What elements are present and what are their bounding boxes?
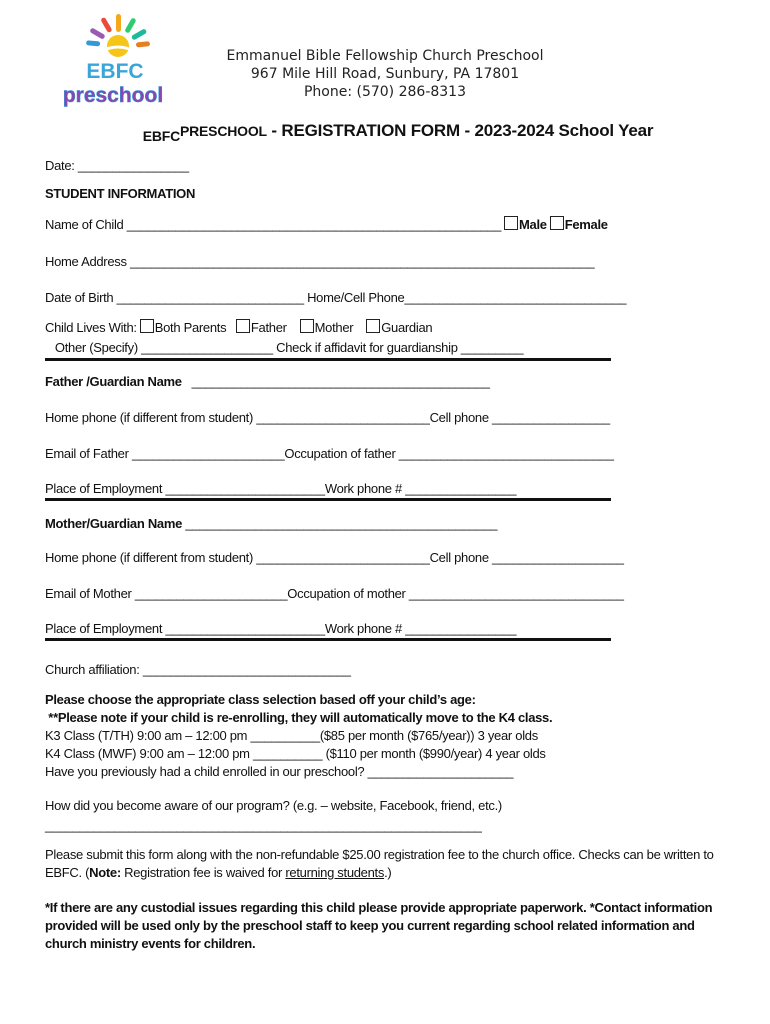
previous-enrollment-field[interactable]: Have you previously had a child enrolled in our preschool? _____________________ [45, 764, 514, 779]
church-phone: Phone: (570) 286-8313 [303, 84, 467, 100]
both-parents-label: Both Parents [154, 320, 227, 335]
submit-text: EBFC. ( [45, 865, 90, 880]
svg-text:EBFC: EBFC [86, 60, 144, 83]
submit-instructions-line2 [45, 865, 391, 880]
father-home-phone-field[interactable]: Home phone (if different from student) _________________________Cell phone _________________ [45, 410, 610, 425]
returning-students-text: returning students [285, 865, 385, 880]
submit-text-end: .) [384, 865, 392, 880]
male-label: Male [519, 217, 547, 232]
guardian-label: Guardian [381, 320, 433, 335]
dob-phone-field[interactable]: Date of Birth ___________________________ Home/Cell Phone________________________________ [45, 290, 627, 305]
title-preschool: PRESCHOOL [180, 123, 267, 139]
custodial-note-line2: provided will be used only by the preschool staff to keep you current regarding school related information and [45, 918, 695, 933]
submit-text-waived: Registration fee is waived for [120, 865, 286, 880]
mother-name-row [45, 516, 497, 531]
both-parents-checkbox[interactable] [140, 319, 154, 333]
awareness-question: How did you become aware of our program? (e.g. – website, Facebook, friend, etc.) [45, 798, 502, 813]
mother-employment-field[interactable]: Place of Employment _______________________Work phone # ________________ [45, 621, 517, 636]
submit-instructions-line1: Please submit this form along with the non-refundable $25.00 registration fee to the church office. Checks can be written to [45, 847, 714, 862]
student-info-heading: STUDENT INFORMATION [45, 186, 196, 201]
mother-email-field[interactable]: Email of Mother ______________________Occupation of mother _______________________________ [45, 586, 624, 601]
sunburst-icon [86, 14, 150, 57]
reenroll-note: **Please note if your child is re-enrolling, they will automatically move to the K4 class. [45, 710, 553, 725]
other-guardian-field[interactable]: Other (Specify) ___________________ Check if affidavit for guardianship _________ [45, 340, 524, 355]
female-checkbox[interactable] [550, 216, 564, 230]
section-divider [45, 638, 611, 641]
male-checkbox[interactable] [504, 216, 518, 230]
awareness-field[interactable]: _______________________________________________________________ [45, 818, 482, 833]
father-email-field[interactable]: Email of Father ______________________Occupation of father _______________________________ [45, 446, 614, 461]
father-name-field[interactable]: ___________________________________________ [181, 374, 490, 389]
custodial-note-line1: *If there are any custodial issues regarding this child please provide appropriate paperwork. *Contact information [45, 900, 713, 915]
child-name-field[interactable]: Name of Child ______________________________________________________ [45, 217, 501, 232]
k4-class-option[interactable]: K4 Class (MWF) 9:00 am – 12:00 pm __________ ($110 per month ($990/year) 4 year olds [45, 746, 546, 761]
church-affiliation-field[interactable]: Church affiliation: ______________________________ [45, 662, 351, 677]
section-divider [45, 498, 611, 501]
mother-home-phone-field[interactable]: Home phone (if different from student) _________________________Cell phone ___________________ [45, 550, 624, 565]
father-checkbox[interactable] [236, 319, 250, 333]
father-label: Father [250, 320, 287, 335]
father-heading: Father /Guardian Name [45, 374, 182, 389]
female-label: Female [564, 217, 608, 232]
mother-checkbox[interactable] [300, 319, 314, 333]
father-name-row [45, 374, 490, 389]
ebfc-preschool-logo [58, 12, 168, 112]
title-rest: - REGISTRATION FORM - 2023-2024 School Year [266, 121, 654, 140]
class-selection-heading: Please choose the appropriate class selection based off your child’s age: [45, 692, 476, 707]
section-divider [45, 358, 611, 361]
date-field[interactable]: Date: ________________ [45, 158, 189, 173]
note-label: Note: [89, 865, 121, 880]
church-name: Emmanuel Bible Fellowship Church Preschool [226, 48, 544, 64]
father-employment-field[interactable]: Place of Employment _______________________Work phone # ________________ [45, 481, 517, 496]
church-header [180, 47, 590, 101]
church-address: 967 Mile Hill Road, Sunbury, PA 17801 [250, 66, 520, 82]
lives-with-label: Child Lives With: [45, 320, 137, 335]
k3-class-option[interactable]: K3 Class (T/TH) 9:00 am – 12:00 pm __________($85 per month ($765/year)) 3 year olds [45, 728, 538, 743]
mother-heading: Mother/Guardian Name [45, 516, 183, 531]
home-address-field[interactable]: Home Address ___________________________________________________________________ [45, 254, 595, 269]
child-name-row [45, 216, 608, 232]
mother-label: Mother [314, 320, 354, 335]
lives-with-row [45, 319, 432, 335]
svg-text:preschool: preschool [62, 84, 164, 107]
guardian-checkbox[interactable] [366, 319, 380, 333]
form-title [120, 121, 660, 141]
custodial-note-line3: church ministry events for children. [45, 936, 256, 951]
title-obscured-prefix: EBFC [142, 128, 180, 141]
mother-name-field[interactable]: _____________________________________________ [182, 516, 498, 531]
